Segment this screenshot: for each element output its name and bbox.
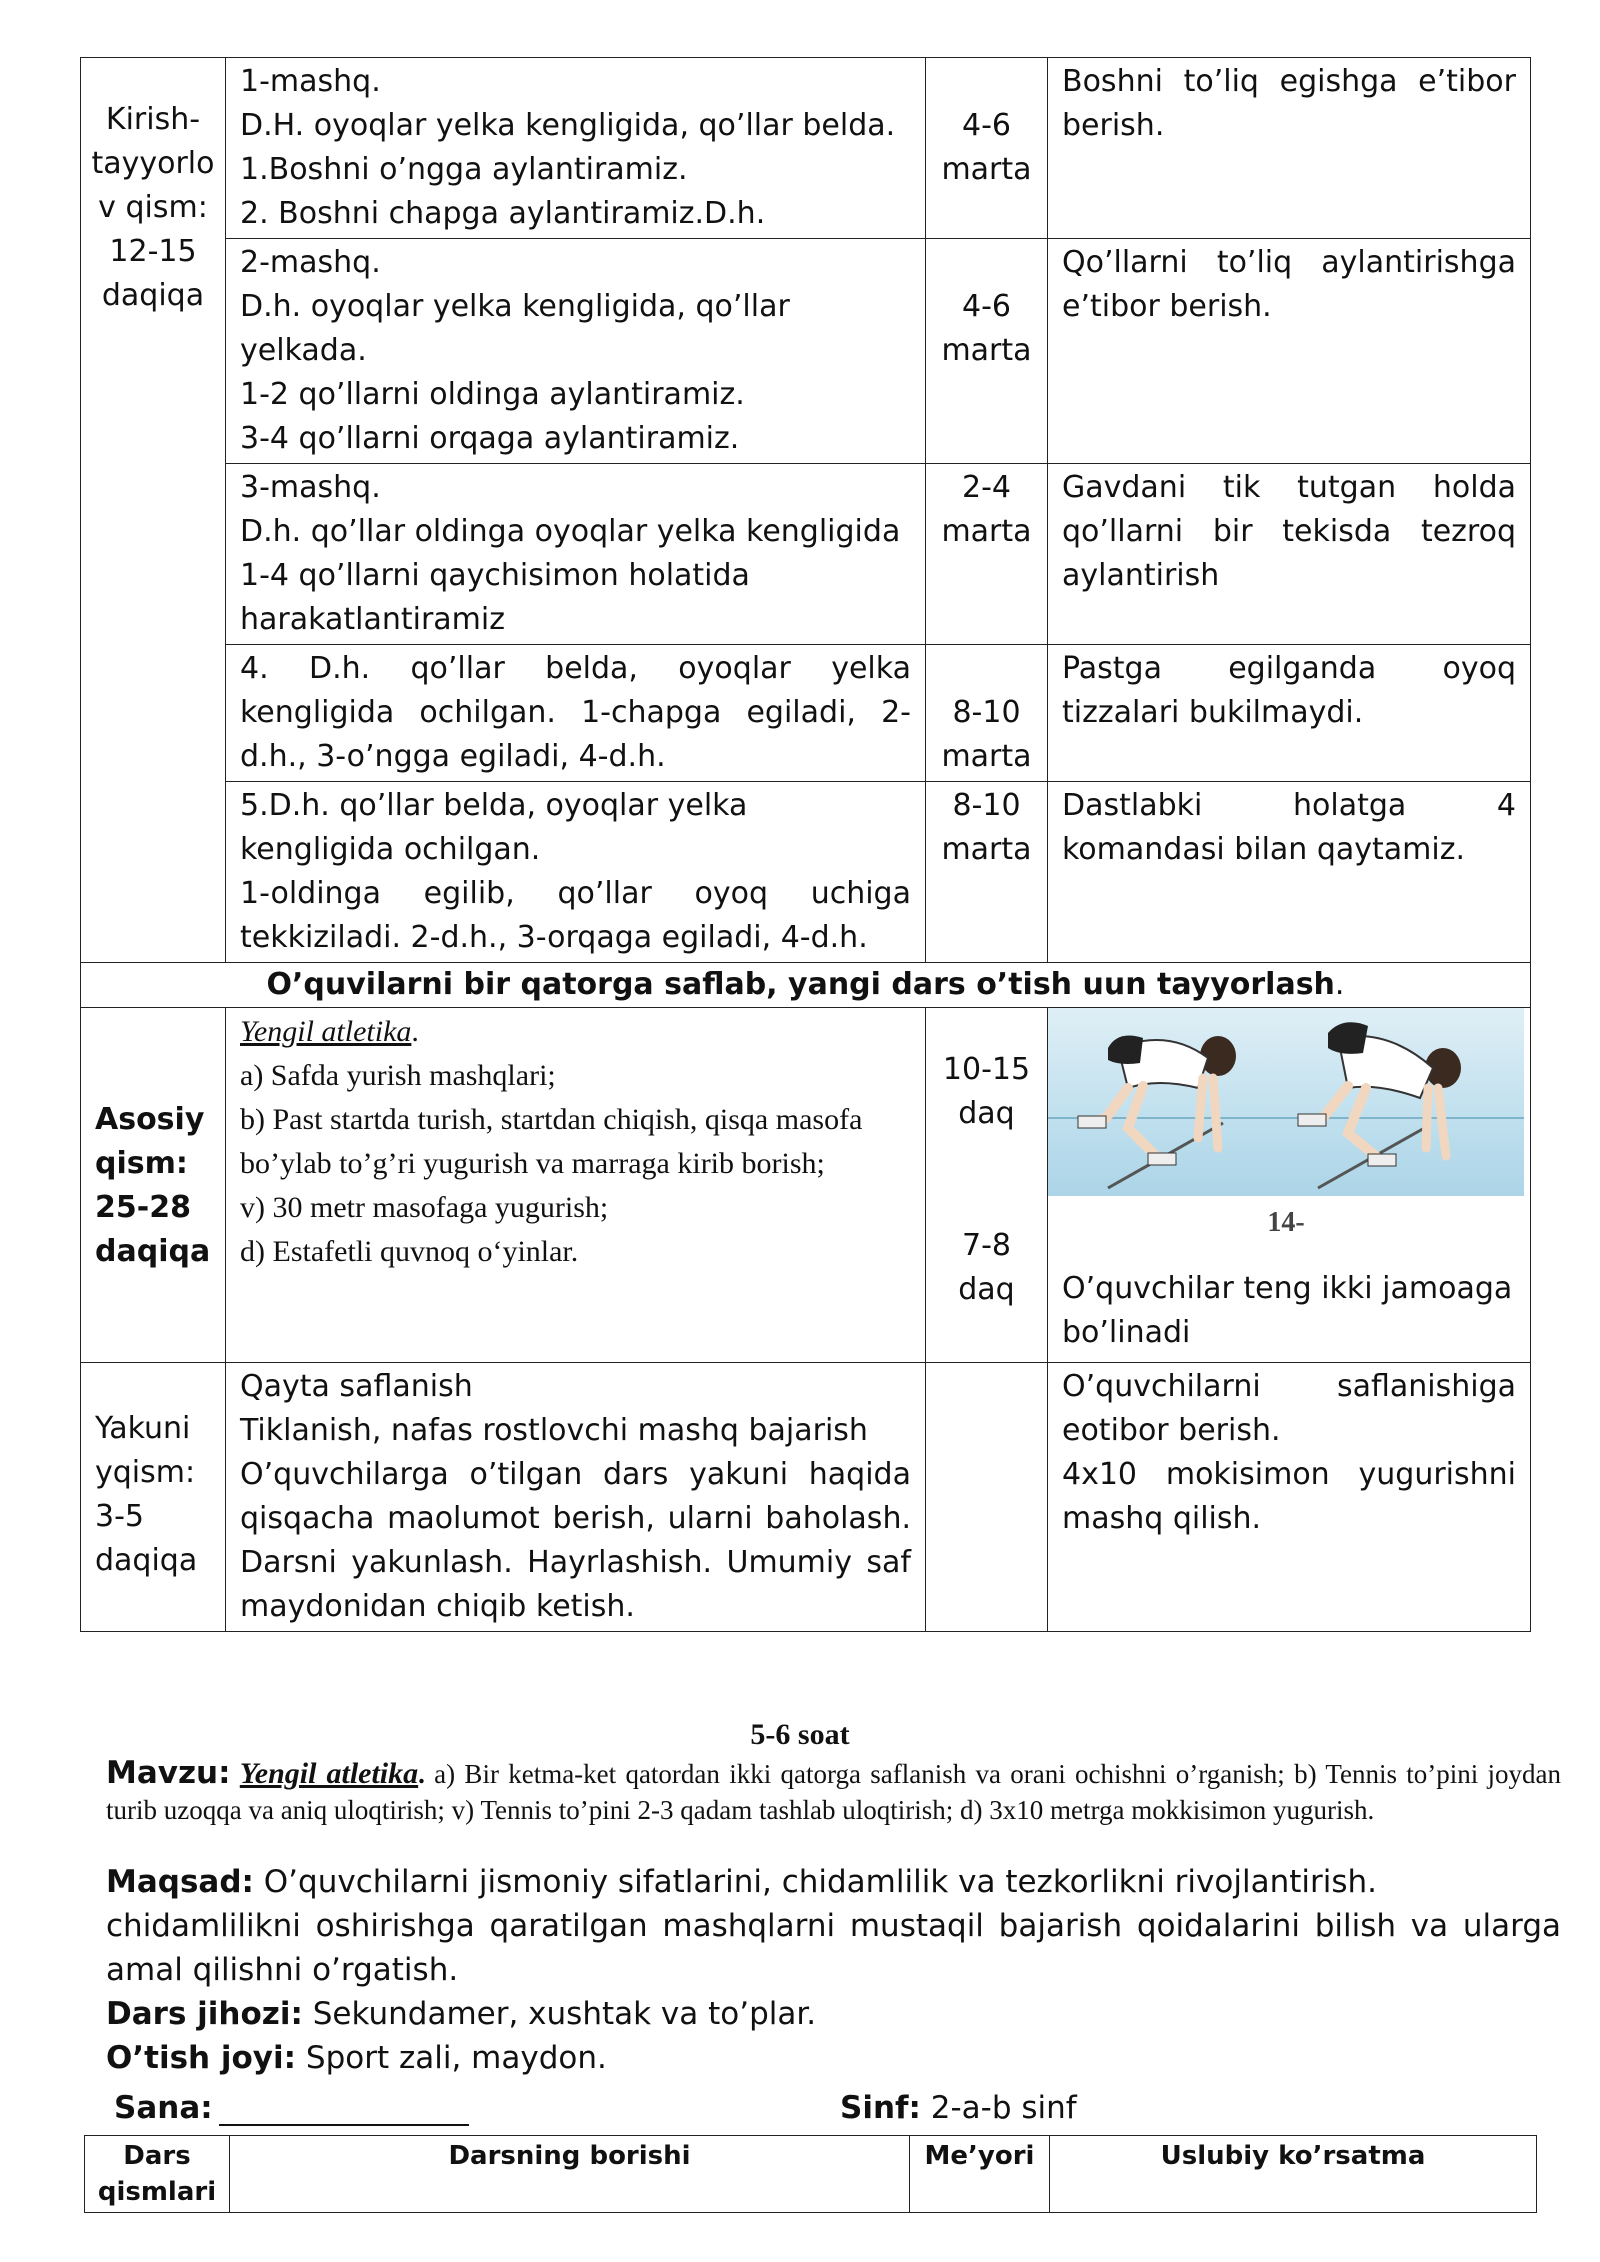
equipment-label: Dars jihozi: [106, 1996, 303, 2032]
topic-subject: Yengil atletika [239, 1757, 419, 1790]
sprint-start-illustration [1048, 1008, 1524, 1253]
class-field [840, 2090, 1077, 2126]
transition-row: O’quvilarni bir qatorga saflab, yangi dars o’tish uun tayyorlash. [81, 963, 1531, 1008]
illustration-cell [1048, 1008, 1531, 1363]
lesson-plan-header-table [84, 2135, 1537, 2213]
note-cell: Boshni to’liq egishga e’tibor berish. [1048, 58, 1531, 239]
runner-figures [1048, 1008, 1524, 1208]
table-row [81, 239, 1531, 464]
note-cell: Dastlabki holatga 4 komandasi bilan qaytamiz. [1048, 782, 1531, 963]
date-blank-line [219, 2094, 469, 2126]
table-row [81, 963, 1531, 1008]
column-header: Uslubiy ko’rsatma [1050, 2136, 1537, 2213]
norm-cell [926, 1363, 1048, 1632]
column-header: Darsning borishi [230, 2136, 910, 2213]
norm-cell: 4-6 marta [926, 239, 1048, 464]
lesson-plan-table [80, 57, 1531, 1632]
equipment-line: Dars jihozi: Sekundamer, xushtak va to’plar. [106, 1996, 817, 2032]
norm-cell: 2-4 marta [926, 464, 1048, 645]
place-line: O’tish joyi: Sport zali, maydon. [106, 2040, 607, 2076]
class-label: Sinf: [840, 2090, 921, 2126]
table-row [81, 1008, 1531, 1363]
note-cell: Gavdani tik tutgan holda qo’llarni bir tekisda tezroq aylantirish [1048, 464, 1531, 645]
date-label: Sana: [114, 2090, 213, 2126]
note-cell: Pastga egilganda oyoq tizzalari bukilmaydi. [1048, 645, 1531, 782]
table-row [81, 58, 1531, 239]
note-cell: Qo’llarni to’liq aylantirishga e’tibor berish. [1048, 239, 1531, 464]
part-label-final: Yakuni yqism: 3-5 daqiqa [81, 1363, 226, 1632]
figure-number: 14- [1267, 1207, 1305, 1238]
goal-paragraph: Maqsad: O’quvchilarni jismoniy sifatlarini, chidamlilik va tezkorlikni rivojlantirish. [106, 1864, 1377, 1900]
goal-label: Maqsad: [106, 1864, 254, 1900]
note-cell: O’quvchilar teng ikki jamoaga bo’linadi [1062, 1271, 1513, 1350]
main-part-content: Yengil atletika. a) Safda yurish mashqlari; b) Past startda turish, startdan chiqish, qisqa masofa bo’ylab to’g’ri yugurish va marraga kirib borish; v) 30 metr masofaga yugurish; d) Estafetli quvnoq o‘yinlar. [226, 1008, 926, 1363]
table-row [81, 1363, 1531, 1632]
exercise-cell: 4. D.h. qo’llar belda, oyoqlar yelka kengligida ochilgan. 1-chapga egiladi, 2-d.h., 3-o’ngga egiladi, 4-d.h. [226, 645, 926, 782]
exercise-cell: 2-mashq. D.h. oyoqlar yelka kengligida, qo’llar yelkada. 1-2 qo’llarni oldinga aylantiramiz. 3-4 qo’llarni orqaga aylantiramiz. [226, 239, 926, 464]
topic-paragraph: Mavzu: Yengil atletika. a) Bir ketma-ket qatordan ikki qatorga saflanish va orani ochishni o’rganish; b) Tennis to’pini joydan turib uzoqqa va aniq uloqtirish; v) Tennis to’pini 2-3 qadam tashlab uloqtirish; d) 3x10 metrga mokkisimon yugurish. [106, 1755, 1562, 1825]
norm-cell: 8-10 marta [926, 645, 1048, 782]
part-label-main: Asosiy qism: 25-28 daqiqa [81, 1008, 226, 1363]
table-row [81, 645, 1531, 782]
column-header: Dars qismlari [85, 2136, 230, 2213]
table-row [81, 782, 1531, 963]
column-header: Me’yori [910, 2136, 1050, 2213]
section-heading: 5-6 soat [750, 1718, 850, 1751]
date-field [114, 2090, 469, 2126]
class-value: 2-a-b sinf [920, 2090, 1077, 2126]
exercise-cell: 3-mashq. D.h. qo’llar oldinga oyoqlar yelka kengligida 1-4 qo’llarni qaychisimon holatida harakatlantiramiz [226, 464, 926, 645]
final-part-content: Qayta saflanish Tiklanish, nafas rostlovchi mashq bajarish O’quvchilarga o’tilgan dars yakuni haqida qisqacha maolumot berish, ularni baholash. Darsni yakunlash. Hayrlashish. Umumiy saf maydonidan chiqib ketish. [226, 1363, 926, 1632]
norm-cell: 10-15 daq 7-8 daq [926, 1008, 1048, 1363]
topic-text: a) Bir ketma-ket qatordan ikki qatorga saflanish va orani ochishni o’rganish; b) Tennis to’pini joydan turib uzoqqa va aniq uloqtirish; v) Tennis to’pini 2-3 qadam tashlab uloqtirish; d) 3x10 metrga mokkisimon yugurish. [106, 1759, 1562, 1825]
norm-cell: 8-10 marta [926, 782, 1048, 963]
exercise-cell: 5.D.h. qo’llar belda, oyoqlar yelka kengligida ochilgan. 1-oldinga egilib, qo’llar oyoq uchiga tekkiziladi. 2-d.h., 3-orqaga egiladi, 4-d.h. [226, 782, 926, 963]
note-cell: O’quvchilarni saflanishiga eotibor berish. 4x10 mokisimon yugurishni mashq qilish. [1048, 1363, 1531, 1632]
table-header-row [85, 2136, 1537, 2213]
exercise-cell: 1-mashq. D.H. oyoqlar yelka kengligida, qo’llar belda. 1.Boshni o’ngga aylantiramiz. 2. Boshni chapga aylantiramiz.D.h. [226, 58, 926, 239]
place-label: O’tish joyi: [106, 2040, 297, 2076]
goal-paragraph-2: chidamlilikni oshirishga qaratilgan mashqlarni mustaqil bajarish qoidalarini bilish va ularga amal qilishni o’rgatish. [106, 1908, 1561, 1988]
table-row [81, 464, 1531, 645]
topic-label: Mavzu: [106, 1755, 231, 1791]
section-title: Yengil atletika [240, 1015, 412, 1048]
norm-cell: 4-6 marta [926, 58, 1048, 239]
part-label-intro: Kirish- tayyorlo v qism: 12-15 daqiqa [81, 58, 226, 963]
